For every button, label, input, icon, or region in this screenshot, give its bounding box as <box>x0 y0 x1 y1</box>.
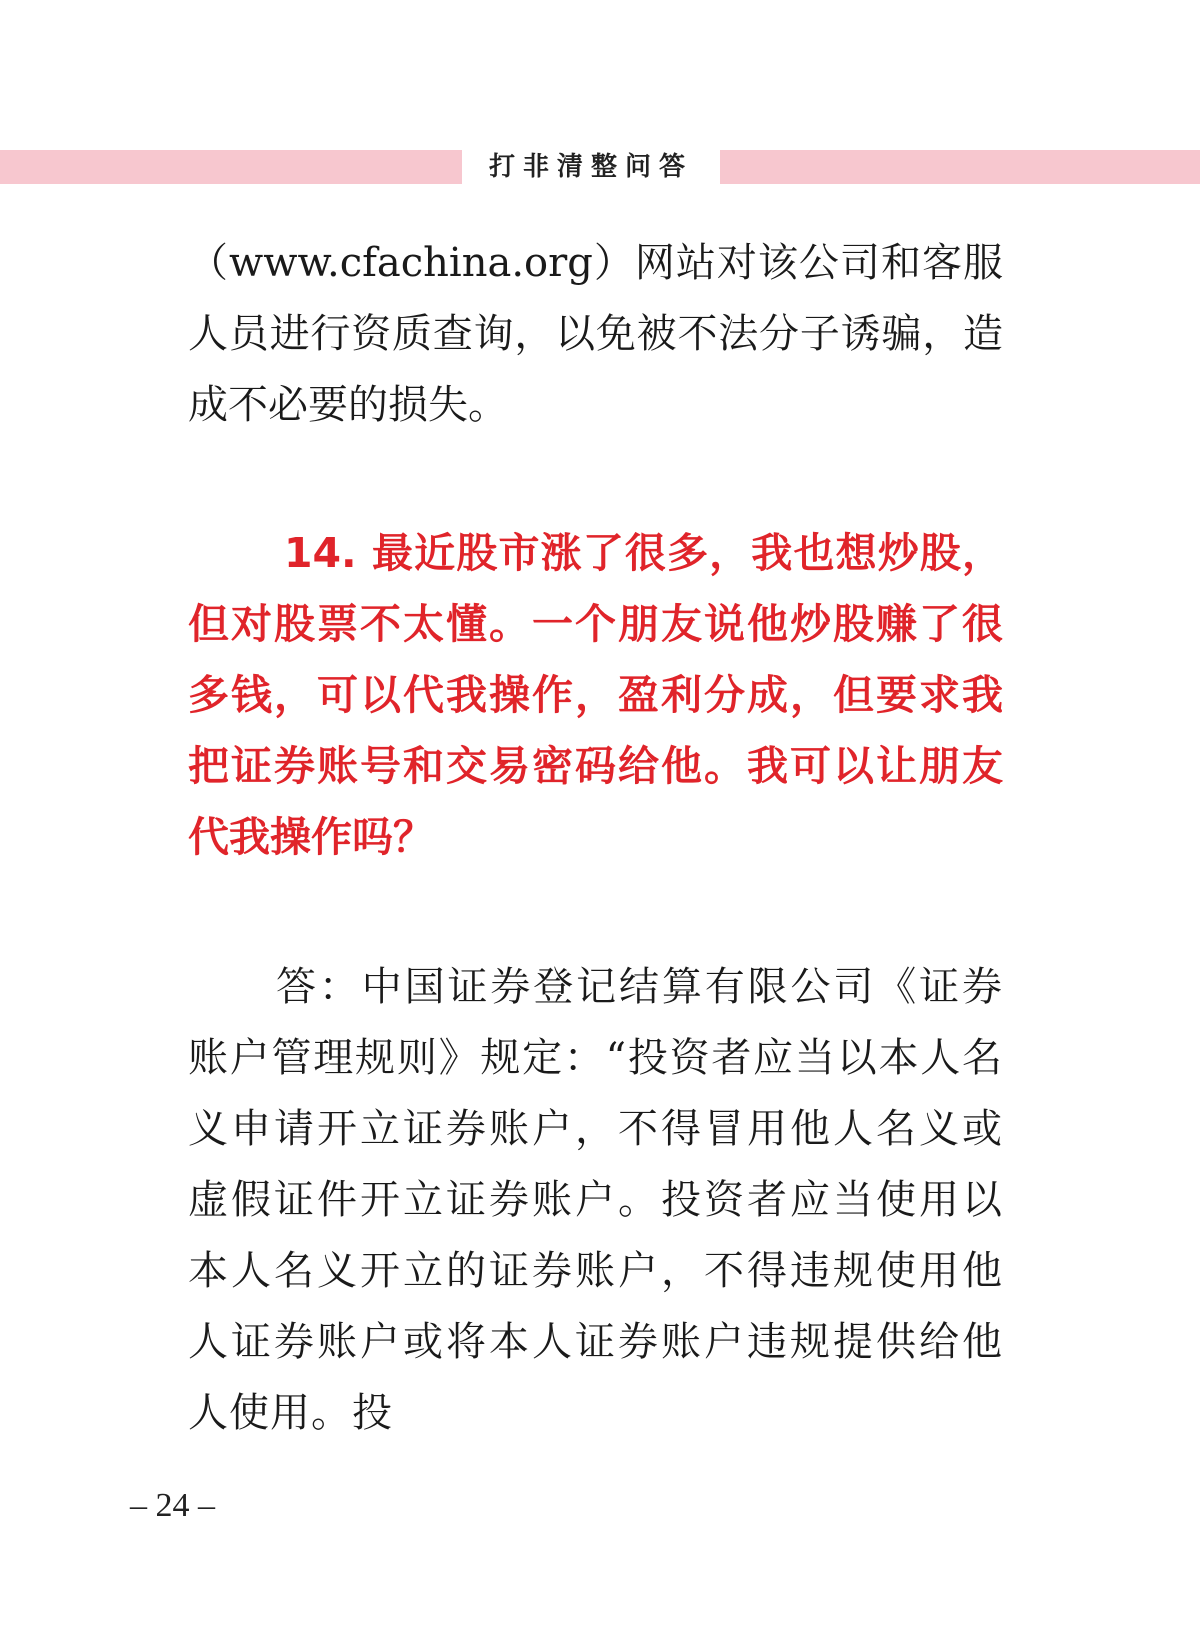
page-number: – 24 – <box>130 1487 215 1524</box>
header-title: 打非清整问答 <box>488 152 693 182</box>
page-header <box>0 150 1200 184</box>
header-band-right <box>720 150 1200 184</box>
intro-paragraph: （www.cfachina.org）网站对该公司和客服人员进行资质查询，以免被不法分子诱骗，造成不必要的损失。 <box>188 240 1003 428</box>
answer-paragraph: 答：中国证券登记结算有限公司《证券账户管理规则》规定：“投资者应当以本人名义申请开立证券账户，不得冒用他人名义或虚假证件开立证券账户。投资者应当使用以本人名义开立的证券账户，不得违规使用他人证券账户或将本人证券账户违规提供给他人使用。投 <box>188 964 1003 1436</box>
question-heading: 14. 最近股市涨了很多，我也想炒股，但对股票不太懂。一个朋友说他炒股赚了很多钱，可以代我操作，盈利分成，但要求我把证券账号和交易密码给他。我可以让朋友代我操作吗？ <box>188 529 1003 861</box>
header-band-left <box>0 150 462 184</box>
